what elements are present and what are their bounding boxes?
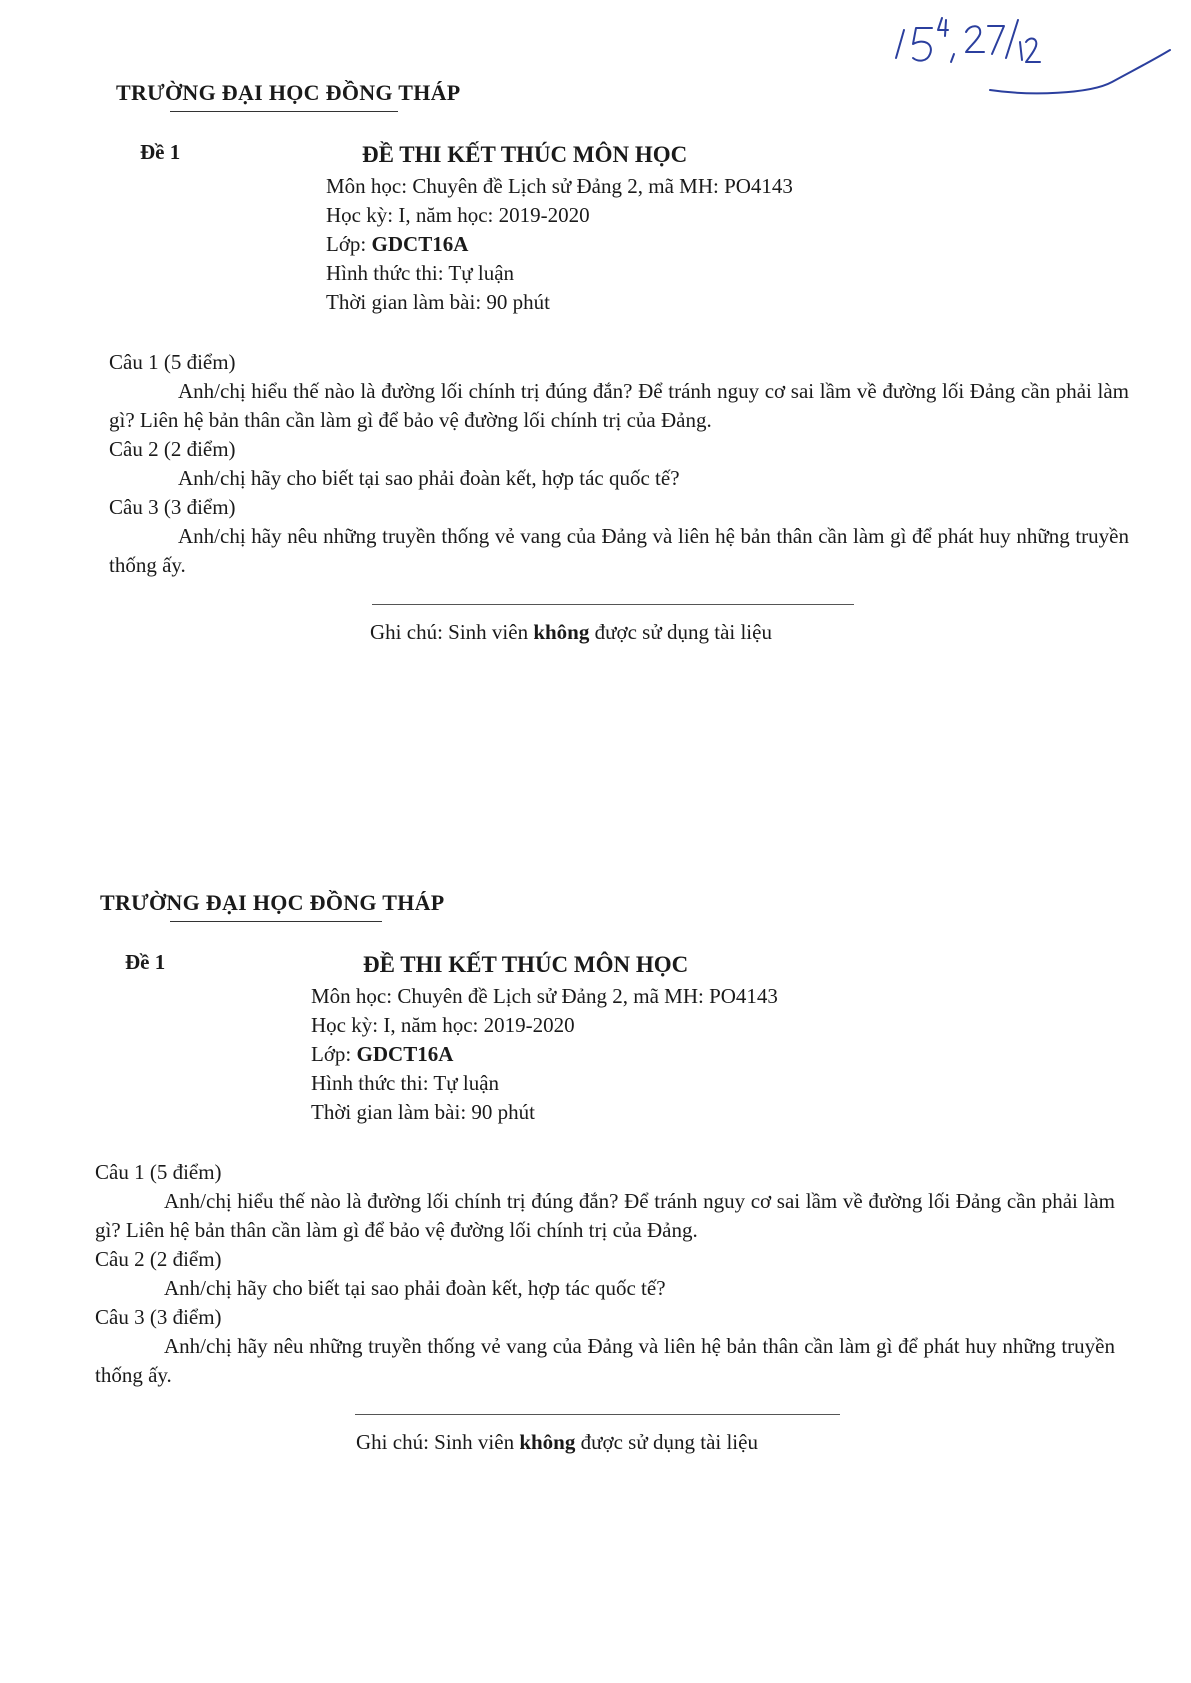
exam-title: ĐỀ THI KẾT THÚC MÔN HỌC [362,142,688,167]
question-2-heading: Câu 2 (2 điểm) [95,1247,222,1271]
duration-line: Thời gian làm bài: 90 phút [311,1100,535,1124]
question-3-text: Anh/chị hãy nêu những truyền thống vẻ vang của Đảng và liên hệ bản thân cần làm gì để phát huy những truyền thống ấy. [95,1334,1115,1387]
class-line [311,1040,778,1069]
question-3-text: Anh/chị hãy nêu những truyền thống vẻ vang của Đảng và liên hệ bản thân cần làm gì để phát huy những truyền thống ấy. [109,524,1129,577]
exam-sheet-top [0,60,1191,760]
exam-format-line: Hình thức thi: Tự luận [311,1071,500,1095]
exam-title: ĐỀ THI KẾT THÚC MÔN HỌC [363,952,689,977]
exam-note [370,620,772,645]
questions [95,1158,1115,1390]
duration-line: Thời gian làm bài: 90 phút [326,290,550,314]
exam-note [356,1430,758,1455]
question-1-heading: Câu 1 (5 điểm) [95,1160,222,1184]
note-suffix: được sử dụng tài liệu [589,620,772,644]
class-value: GDCT16A [356,1042,454,1066]
subject-line: Môn học: Chuyên đề Lịch sử Đảng 2, mã MH: PO4143 [311,984,778,1008]
note-prefix: Ghi chú: Sinh viên [370,620,534,644]
class-value: GDCT16A [371,232,469,256]
school-name: TRƯỜNG ĐẠI HỌC ĐỒNG THÁP [100,890,445,915]
question-2-text: Anh/chị hãy cho biết tại sao phải đoàn kết, hợp tác quốc tế? [164,1276,666,1300]
class-label: Lớp: [326,232,372,256]
semester-line: Học kỳ: I, năm học: 2019-2020 [311,1013,575,1037]
question-2-heading: Câu 2 (2 điểm) [109,437,236,461]
note-prefix: Ghi chú: Sinh viên [356,1430,520,1454]
question-1-text: Anh/chị hiểu thế nào là đường lối chính trị đúng đắn? Để tránh nguy cơ sai lầm về đường lối Đảng cần phải làm gì? Liên hệ bản thân cần làm gì để bảo vệ đường lối chính trị của Đảng. [109,379,1129,432]
question-1-heading: Câu 1 (5 điểm) [109,350,236,374]
question-1-text: Anh/chị hiểu thế nào là đường lối chính trị đúng đắn? Để tránh nguy cơ sai lầm về đường lối Đảng cần phải làm gì? Liên hệ bản thân cần làm gì để bảo vệ đường lối chính trị của Đảng. [95,1189,1115,1242]
note-emphasis: không [533,620,590,644]
note-emphasis: không [519,1430,576,1454]
exam-sheet-bottom [0,870,1191,1570]
school-underline [170,111,398,112]
question-3-heading: Câu 3 (3 điểm) [95,1305,222,1329]
question-2-text: Anh/chị hãy cho biết tại sao phải đoàn kết, hợp tác quốc tế? [178,466,680,490]
note-divider [372,604,854,605]
exam-info [326,172,793,317]
exam-info [311,982,778,1127]
exam-code: Đề 1 [125,950,166,974]
exam-format-line: Hình thức thi: Tự luận [326,261,515,285]
semester-line: Học kỳ: I, năm học: 2019-2020 [326,203,590,227]
question-3-heading: Câu 3 (3 điểm) [109,495,236,519]
note-suffix: được sử dụng tài liệu [575,1430,758,1454]
class-label: Lớp: [311,1042,357,1066]
school-name: TRƯỜNG ĐẠI HỌC ĐỒNG THÁP [116,80,461,105]
school-underline [170,921,382,922]
note-divider [355,1414,840,1415]
questions [109,348,1129,580]
exam-code: Đề 1 [140,140,181,164]
class-line [326,230,793,259]
subject-line: Môn học: Chuyên đề Lịch sử Đảng 2, mã MH: PO4143 [326,174,793,198]
